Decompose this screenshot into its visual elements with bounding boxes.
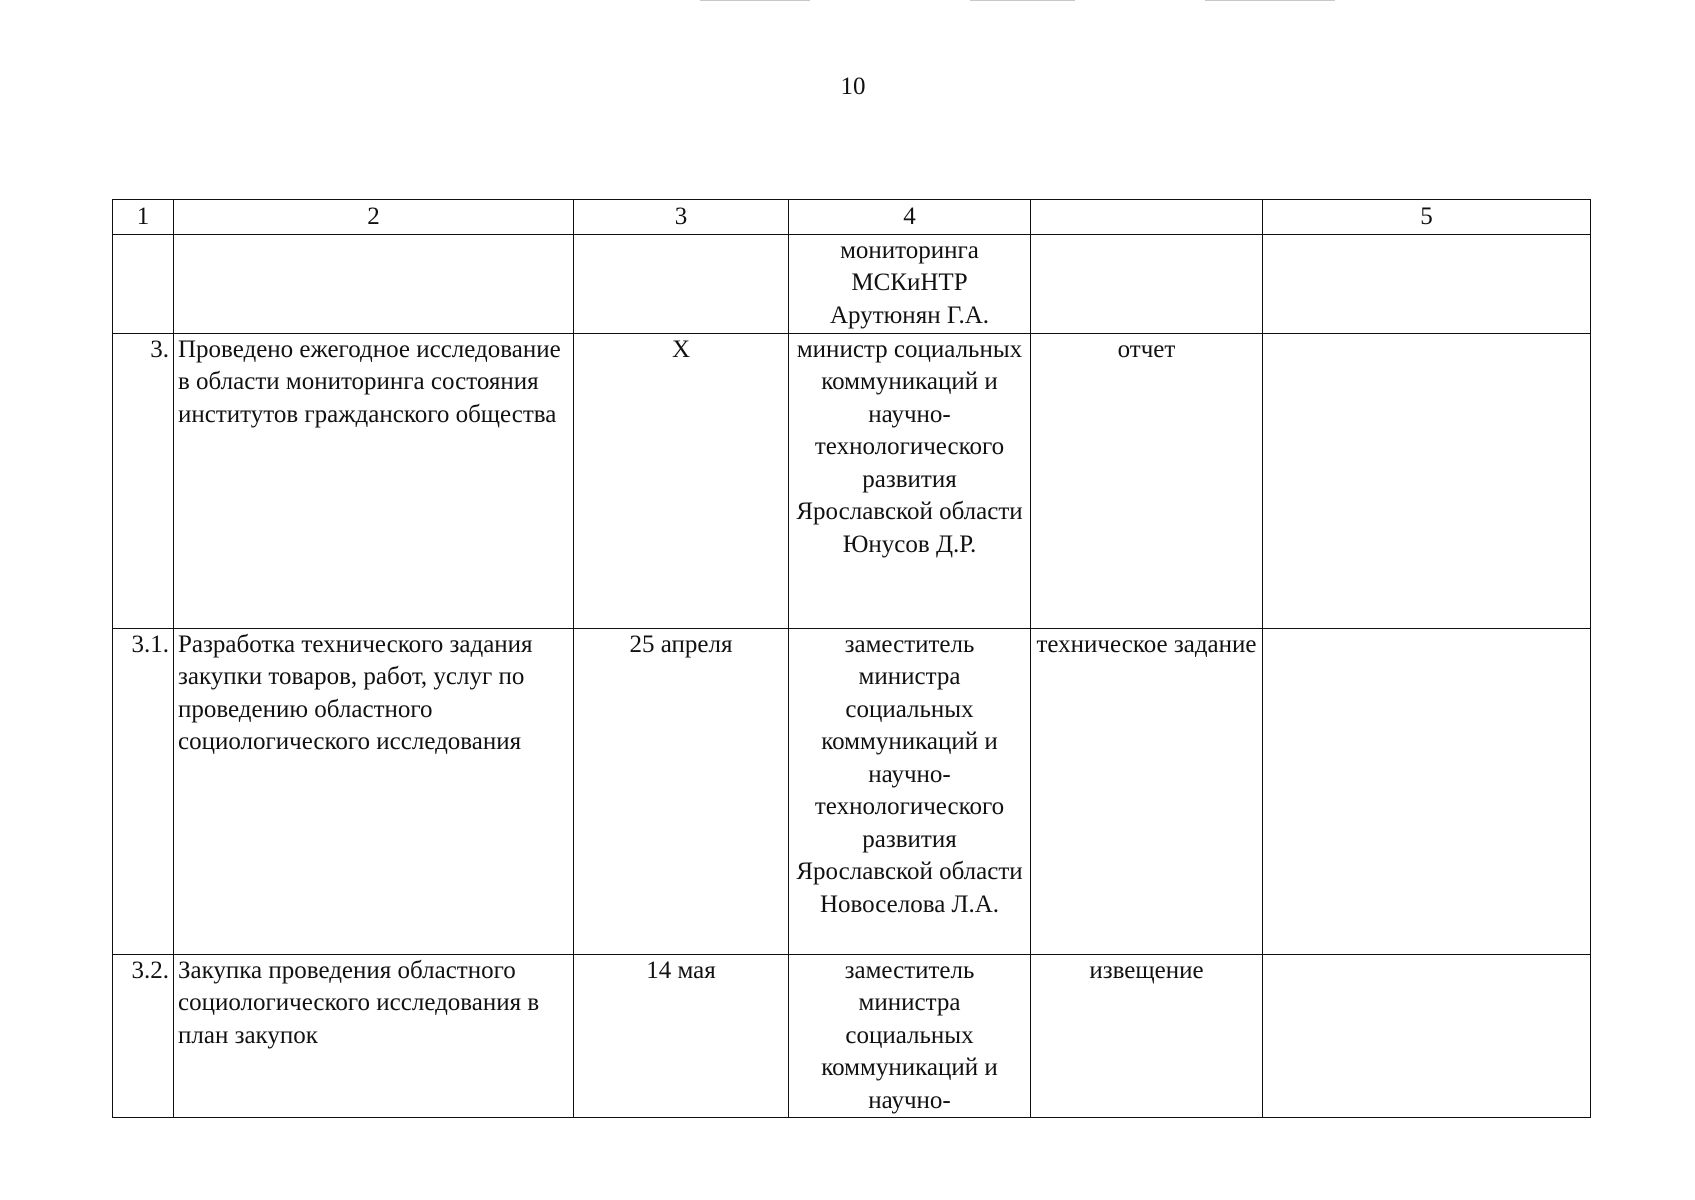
row-number: 3.1. [113, 628, 174, 954]
scan-artifact-line [700, 0, 810, 1]
row-responsible: заместитель министра социальных коммуникаций и научно-технологического развития Ярославской области Новоселова Л.А. [789, 628, 1031, 954]
row-note [1263, 234, 1591, 333]
scan-artifact-line [1205, 0, 1335, 1]
column-header-1: 1 [113, 200, 174, 235]
plan-table [112, 199, 1591, 1118]
row-number: 3. [113, 333, 174, 628]
column-header-5: 5 [1263, 200, 1591, 235]
row-description: Разработка технического задания закупки товаров, работ, услуг по проведению областного социологического исследования [174, 628, 574, 954]
row-result [1031, 234, 1263, 333]
row-responsible: заместитель министра социальных коммуникаций и научно- [789, 954, 1031, 1118]
scan-artifact-line [970, 0, 1075, 1]
table-row [113, 234, 1591, 333]
page-number: 10 [840, 73, 866, 100]
row-deadline: Х [574, 333, 789, 628]
row-description: Проведено ежегодное исследование в области мониторинга состояния институтов гражданского общества [174, 333, 574, 628]
row-deadline: 14 мая [574, 954, 789, 1118]
row-description: Закупка проведения областного социологического исследования в план закупок [174, 954, 574, 1118]
row-result: техническое задание [1031, 628, 1263, 954]
row-description [174, 234, 574, 333]
row-deadline: 25 апреля [574, 628, 789, 954]
row-note [1263, 628, 1591, 954]
row-result: извещение [1031, 954, 1263, 1118]
row-number [113, 234, 174, 333]
table-header-row [113, 200, 1591, 235]
table-row [113, 333, 1591, 628]
column-header-empty [1031, 200, 1263, 235]
row-responsible: министр социальных коммуникаций и научно-технологического развития Ярославской области Юнусов Д.Р. [789, 333, 1031, 628]
row-responsible: мониторинга МСКиНТР Арутюнян Г.А. [789, 234, 1031, 333]
row-note [1263, 954, 1591, 1118]
row-deadline [574, 234, 789, 333]
row-number: 3.2. [113, 954, 174, 1118]
column-header-2: 2 [174, 200, 574, 235]
column-header-4: 4 [789, 200, 1031, 235]
table-row [113, 628, 1591, 954]
row-note [1263, 333, 1591, 628]
column-header-3: 3 [574, 200, 789, 235]
row-result: отчет [1031, 333, 1263, 628]
table-row [113, 954, 1591, 1118]
